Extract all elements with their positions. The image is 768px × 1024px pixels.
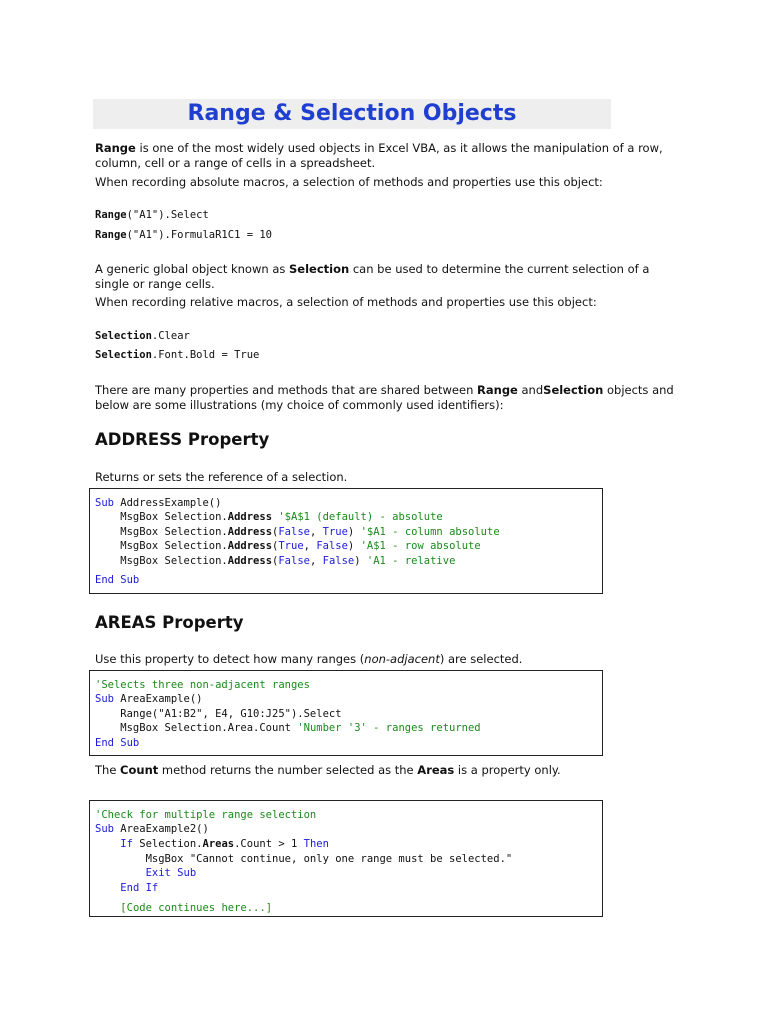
areas-code-box — [89, 670, 603, 756]
code-line: Sub AreaExample() — [95, 693, 203, 705]
code-line: MsgBox Selection.Address(False, False) 'A1 - relative — [95, 555, 456, 567]
absolute-macros-text: When recording absolute macros, a selection of methods and properties use this object: — [95, 175, 603, 189]
areas-heading: AREAS Property — [95, 613, 244, 632]
count-note: The Count method returns the number selected as the Areas is a property only. — [95, 763, 561, 777]
code-line: MsgBox Selection.Address(False, True) '$A1 - column absolute — [95, 526, 500, 538]
page-title: Range & Selection Objects — [187, 101, 517, 126]
code-line: End Sub — [95, 574, 140, 586]
code-line: MsgBox Selection.Address '$A$1 (default) - absolute — [95, 511, 443, 523]
code-comment: 'Check for multiple range selection — [95, 809, 317, 821]
selection-code-line-2: Selection.Font.Bold = True — [95, 349, 260, 361]
selection-code-line-1: Selection.Clear — [95, 330, 190, 342]
code-line: End If — [120, 882, 159, 894]
code-line: MsgBox "Cannot continue, only one range must be selected." — [95, 853, 513, 865]
shared-paragraph: There are many properties and methods that are shared between Range andSelection objects and below are some illustrations (my choice of commonly used identifiers): — [95, 383, 674, 412]
relative-macros-text: When recording relative macros, a selection of methods and properties use this object: — [95, 295, 597, 309]
areas-description: Use this property to detect how many ranges (non-adjacent) are selected. — [95, 652, 523, 666]
range-code-line-2: Range("A1").FormulaR1C1 = 10 — [95, 229, 273, 241]
range-term: Range — [95, 141, 136, 155]
code-line: Range("A1:B2", E4, G10:J25").Select — [95, 708, 342, 720]
code-line: Sub AddressExample() — [95, 497, 222, 509]
code-line: [Code continues here...] — [120, 902, 273, 914]
selection-paragraph: A generic global object known as Selection can be used to determine the current selection of a single or range cells. — [95, 262, 650, 291]
intro-paragraph — [95, 141, 675, 171]
address-heading: ADDRESS Property — [95, 430, 270, 449]
code-line: MsgBox Selection.Area.Count 'Number '3' - ranges returned — [95, 722, 481, 734]
code-line: Sub AreaExample2() — [95, 823, 209, 835]
areas-code-box-2 — [89, 800, 603, 917]
intro-text: is one of the most widely used objects in Excel VBA, as it allows the manipulation of a row, column, cell or a range of cells in a spreadsheet. — [95, 141, 663, 170]
code-line: MsgBox Selection.Address(True, False) 'A$1 - row absolute — [95, 540, 481, 552]
range-code-line-1: Range("A1").Select — [95, 209, 209, 221]
code-line: If Selection.Areas.Count > 1 Then — [120, 838, 329, 850]
address-description: Returns or sets the reference of a selection. — [95, 470, 348, 484]
code-line: Exit Sub — [145, 867, 197, 879]
address-code-box — [89, 488, 603, 594]
title-bar — [93, 99, 611, 129]
code-line: End Sub — [95, 737, 140, 749]
code-comment: 'Selects three non-adjacent ranges — [95, 679, 310, 691]
selection-term: Selection — [289, 262, 350, 276]
